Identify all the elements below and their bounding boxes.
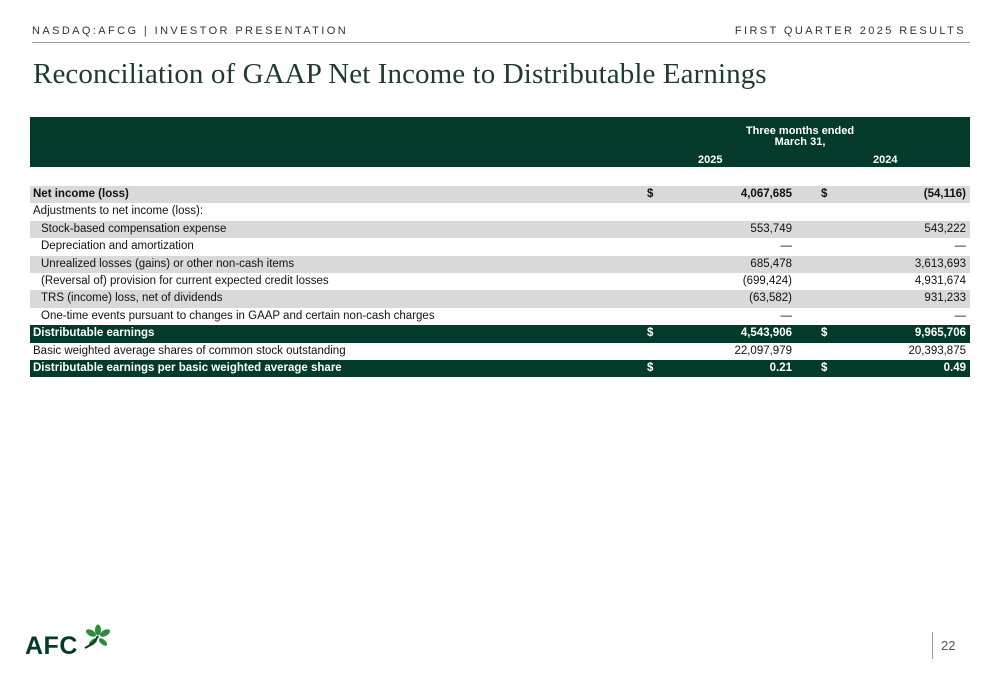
table-row <box>30 325 970 342</box>
row-label: Distributable earnings per basic weighted average share <box>33 361 342 374</box>
row-label: Net income (loss) <box>33 188 129 200</box>
row-label: Unrealized losses (gains) or other non-cash items <box>41 257 295 270</box>
period-header-line2: March 31, <box>774 136 826 148</box>
currency-symbol: $ <box>647 327 654 340</box>
currency-symbol: $ <box>647 361 654 374</box>
row-label: Stock-based compensation expense <box>41 222 227 235</box>
page-number-divider <box>932 632 933 659</box>
period-header-line1: Three months ended <box>745 125 855 137</box>
leaf-icon <box>83 624 113 650</box>
table-row <box>30 203 970 220</box>
row-label: One-time events pursuant to changes in GAAP and certain non-cash charges <box>41 309 435 322</box>
logo-text: AFC <box>25 632 78 660</box>
value-2024: — <box>954 309 966 322</box>
value-2024: 931,233 <box>924 292 966 305</box>
value-2025: 553,749 <box>750 222 792 235</box>
afc-logo <box>25 624 115 662</box>
page-number: 22 <box>941 638 956 653</box>
table-row <box>30 290 970 307</box>
table-row <box>30 308 970 325</box>
currency-symbol: $ <box>647 188 654 200</box>
value-2025: — <box>780 309 792 322</box>
row-label: Distributable earnings <box>33 327 155 340</box>
value-2024: 4,931,674 <box>914 274 966 287</box>
value-2025: — <box>780 240 792 253</box>
table-row <box>30 221 970 238</box>
currency-symbol: $ <box>821 327 828 340</box>
row-label: Basic weighted average shares of common stock outstanding <box>33 344 346 357</box>
value-2025: (63,582) <box>749 292 792 305</box>
value-2024: 9,965,706 <box>914 327 966 340</box>
table-header <box>30 117 970 167</box>
value-2025: 0.21 <box>769 361 792 374</box>
period-header <box>700 126 900 148</box>
row-label: Depreciation and amortization <box>41 240 194 253</box>
value-2025: 4,543,906 <box>740 327 792 340</box>
value-2024: 20,393,875 <box>908 344 966 357</box>
row-label: (Reversal of) provision for current expected credit losses <box>41 274 329 287</box>
table-row <box>30 186 970 203</box>
reconciliation-table-body <box>30 186 970 377</box>
presentation-header-right: FIRST QUARTER 2025 RESULTS <box>734 25 966 37</box>
header-divider <box>32 42 970 43</box>
value-2024: — <box>954 240 966 253</box>
column-header-2025: 2025 <box>698 154 723 166</box>
value-2024: 0.49 <box>943 361 966 374</box>
row-label: Adjustments to net income (loss): <box>33 205 204 218</box>
table-row <box>30 256 970 273</box>
presentation-header-left: NASDAQ:AFCG | INVESTOR PRESENTATION <box>32 25 349 37</box>
row-label: TRS (income) loss, net of dividends <box>41 292 223 305</box>
page-title: Reconciliation of GAAP Net Income to Distributable Earnings <box>33 58 767 90</box>
value-2025: 685,478 <box>750 257 792 270</box>
table-row <box>30 273 970 290</box>
column-header-2024: 2024 <box>873 154 898 166</box>
currency-symbol: $ <box>821 188 828 200</box>
value-2025: 22,097,979 <box>734 344 792 357</box>
table-row <box>30 343 970 360</box>
currency-symbol: $ <box>821 361 828 374</box>
value-2024: 543,222 <box>924 222 966 235</box>
table-row <box>30 360 970 377</box>
value-2024: 3,613,693 <box>914 257 966 270</box>
table-row <box>30 238 970 255</box>
value-2025: (699,424) <box>742 274 792 287</box>
value-2025: 4,067,685 <box>740 188 792 200</box>
value-2024: (54,116) <box>923 188 966 200</box>
